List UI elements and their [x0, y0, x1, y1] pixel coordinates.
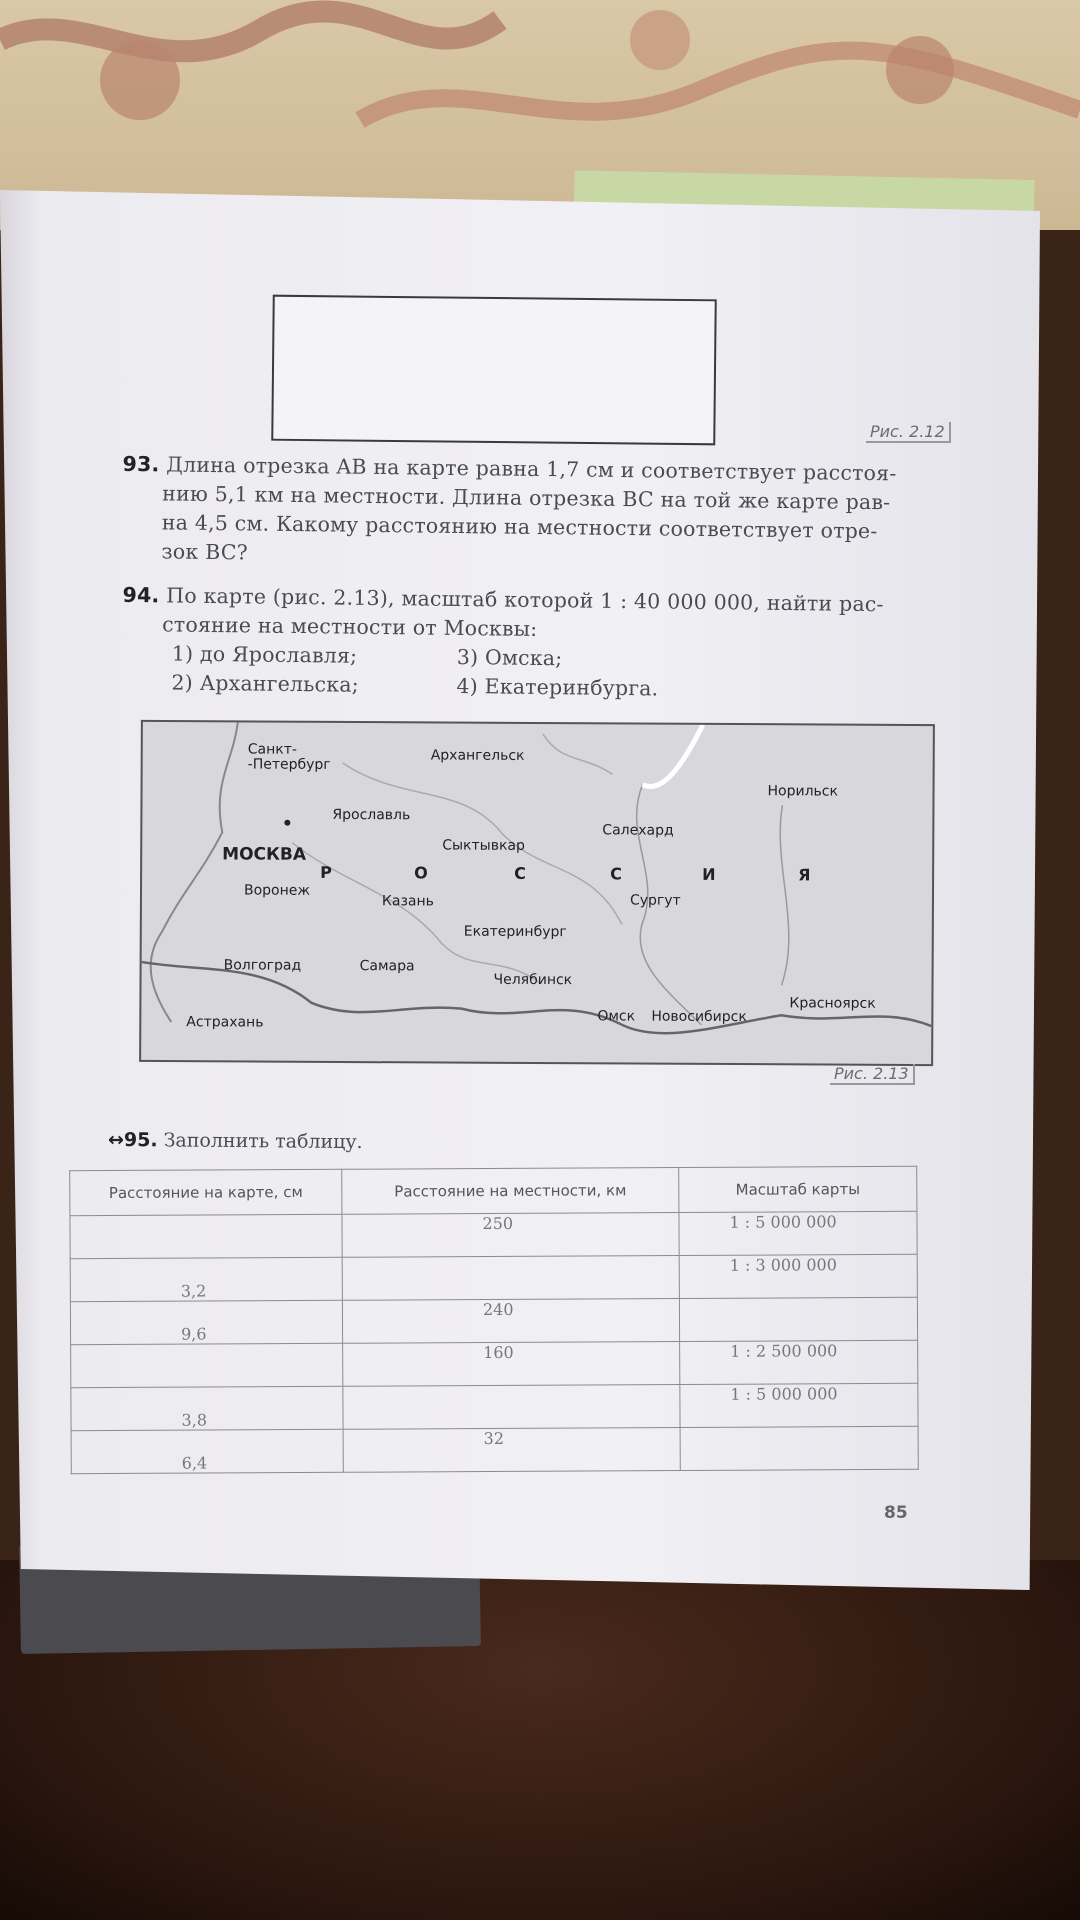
- task-93-line: на 4,5 см. Какому расстоянию на местности соответствует отре-: [161, 510, 878, 544]
- city-salekhard: Салехард: [602, 822, 674, 839]
- task-94-number: 94.: [122, 582, 160, 608]
- cell-ground-distance: 240: [342, 1299, 679, 1344]
- figure-2-12-caption: Рис. 2.12: [866, 422, 951, 443]
- city-astrakhan: Астрахань: [186, 1014, 264, 1031]
- task-94-option: 4) Екатеринбурга.: [456, 673, 659, 701]
- table-row: [70, 1254, 917, 1301]
- double-arrow-icon: ↔: [107, 1128, 125, 1152]
- task-93-line: нию 5,1 км на местности. Длина отрезка BC на той же карте рав-: [162, 481, 891, 515]
- city-chelyabinsk: Челябинск: [493, 971, 573, 989]
- cell-map-distance: [70, 1214, 342, 1258]
- cell-map-scale: 1 : 5 000 000: [679, 1211, 917, 1255]
- city-samara: Самара: [359, 958, 415, 975]
- scale-table: [69, 1166, 919, 1474]
- city-yekaterinburg: Екатеринбург: [463, 923, 567, 941]
- country-letter: С: [514, 863, 526, 883]
- task-95-text: Заполнить таблицу.: [163, 1129, 363, 1154]
- cell-ground-distance: 32: [343, 1428, 680, 1473]
- city-moscow: МОСКВА: [222, 844, 307, 865]
- column-header-map-scale: Масштаб карты: [679, 1166, 917, 1212]
- city-omsk: Омск: [597, 1008, 636, 1025]
- russia-map: [139, 720, 935, 1066]
- table-header-row: [70, 1166, 917, 1215]
- column-header-map-distance: Расстояние на карте, см: [70, 1169, 342, 1215]
- task-94-line: стояние на местности от Москвы:: [162, 612, 538, 641]
- task-94-option: 1) до Ярославля;: [171, 641, 358, 668]
- task-94-line: 94. По карте (рис. 2.13), масштаб которой 1 : 40 000 000, найти рас-: [122, 582, 884, 617]
- table-row: [70, 1297, 917, 1344]
- task-93: [121, 450, 962, 576]
- cell-map-distance: [71, 1343, 343, 1387]
- cell-map-scale: 1 : 2 500 000: [680, 1340, 918, 1384]
- cell-map-scale: 1 : 3 000 000: [679, 1254, 917, 1298]
- task-95-number: 95.: [123, 1129, 158, 1152]
- city-syktyvkar: Сыктывкар: [442, 837, 525, 854]
- country-letter: С: [610, 864, 622, 884]
- task-93-line: 93. Длина отрезка AB на карте равна 1,7 см и соответствует расстоя-: [122, 451, 897, 486]
- country-letter: Я: [798, 865, 811, 885]
- city-krasnoyarsk: Красноярск: [789, 995, 876, 1012]
- cell-map-distance: 9,6: [70, 1300, 342, 1344]
- country-letter: Р: [320, 862, 332, 882]
- city-novosibirsk: Новосибирск: [651, 1008, 747, 1026]
- cell-ground-distance: 250: [342, 1213, 679, 1258]
- table-row: [71, 1426, 918, 1473]
- task-93-line: зок BC?: [161, 539, 249, 565]
- task-93-number: 93.: [122, 451, 160, 477]
- city-saint-petersburg: Санкт- -Петербург: [247, 741, 331, 773]
- cell-map-distance: 3,2: [70, 1257, 342, 1301]
- cell-ground-distance: [342, 1256, 679, 1301]
- country-letter: О: [414, 863, 428, 883]
- task-95: [108, 1129, 363, 1153]
- cell-ground-distance: 160: [343, 1342, 680, 1387]
- task-94-option: 3) Омска;: [456, 644, 563, 671]
- page-number: 85: [884, 1503, 908, 1523]
- cell-map-scale: [680, 1426, 918, 1470]
- city-surgut: Сургут: [629, 892, 681, 909]
- task-94-option: 2) Архангельска;: [171, 670, 359, 697]
- city-voronezh: Воронеж: [243, 882, 311, 899]
- city-yaroslavl: Ярославль: [332, 806, 411, 824]
- cell-map-distance: 6,4: [71, 1429, 343, 1473]
- cell-map-scale: 1 : 5 000 000: [680, 1383, 918, 1427]
- cell-map-distance: 3,8: [71, 1386, 343, 1430]
- city-norilsk: Норильск: [767, 783, 839, 800]
- cell-ground-distance: [343, 1385, 680, 1430]
- figure-2-13-caption: Рис. 2.13: [830, 1064, 915, 1085]
- country-letter: И: [702, 864, 716, 884]
- column-header-ground-distance: Расстояние на местности, км: [342, 1168, 679, 1215]
- city-volgograd: Волгоград: [223, 957, 302, 974]
- table-row: [70, 1211, 917, 1258]
- city-kazan: Казань: [381, 893, 434, 910]
- task-94: [121, 581, 962, 707]
- city-arkhangelsk: Архангельск: [430, 747, 525, 764]
- table-row: [71, 1383, 918, 1430]
- cell-map-scale: [679, 1297, 917, 1341]
- figure-2-12-box: [271, 295, 717, 446]
- table-row: [71, 1340, 918, 1387]
